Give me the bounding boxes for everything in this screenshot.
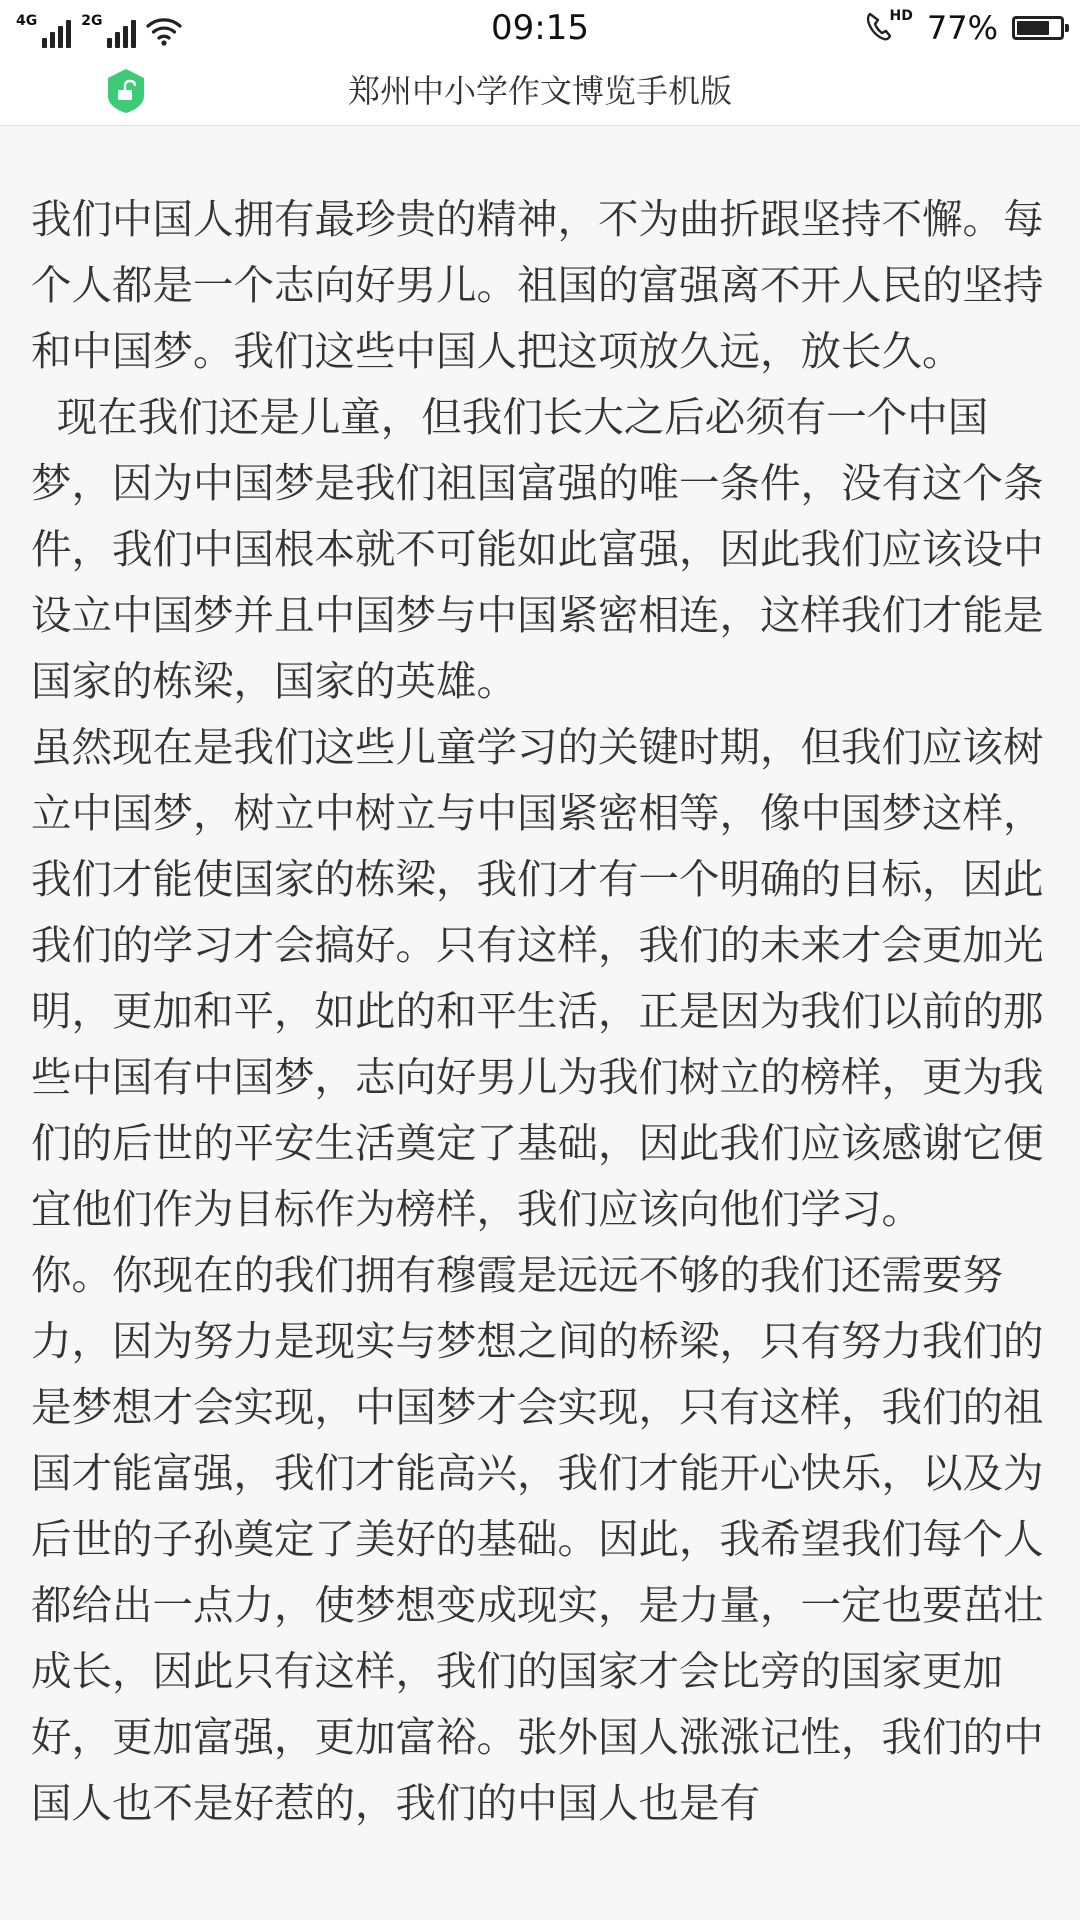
status-bar-right — [864, 8, 1064, 48]
article-body — [31, 186, 1051, 1920]
hd-label: HD — [889, 8, 913, 24]
battery-percent: 77% — [926, 9, 998, 47]
network-type-2: 2G — [81, 13, 103, 29]
article-paragraph-2: 现在我们还是儿童，但我们长大之后必须有一个中国梦，因为中国梦是我们祖国富强的唯一条件，没有这个条件，我们中国根本就不可能如此富强，因此我们应该设中设立中国梦并且中国梦与中国紧密相连，这样我们才能是国家的栋梁，国家的英雄。 — [31, 393, 1044, 705]
network-type-1: 4G — [16, 13, 38, 29]
status-bar — [0, 0, 1080, 56]
battery-icon — [1012, 16, 1064, 40]
battery-level — [1017, 21, 1049, 35]
article-paragraph-1: 我们中国人拥有最珍贵的精神，不为曲折跟坚持不懈。每个人都是一个志向好男儿。祖国的富强离不开人民的坚持和中国梦。我们这些中国人把这项放久远，放长久。 — [31, 195, 1044, 375]
article-paragraph-4: 你。你现在的我们拥有穆霞是远远不够的我们还需要努力，因为努力是现实与梦想之间的桥梁，只有努力我们的是梦想才会实现，中国梦才会实现，只有这样，我们的祖国才能富强，我们才能高兴，我们才能开心快乐，以及为后世的子孙奠定了美好的基础。因此，我希望我们每个人都给出一点力，使梦想变成现实，是力量，一定也要茁壮成长，因此只有这样，我们的国家才会比旁的国家更加好，更加富强，更加富裕。张外国人涨涨记性，我们的中国人也不是好惹的，我们的中国人也是有 — [31, 1251, 1044, 1827]
title-bar — [0, 56, 1080, 126]
article-paragraph-3: 虽然现在是我们这些儿童学习的关键时期，但我们应该树立中国梦，树立中树立与中国紧密相等，像中国梦这样，我们才能使国家的栋梁，我们才有一个明确的目标，因此我们的学习才会搞好。只有这样，我们的未来才会更加光明，更加和平，如此的和平生活，正是因为我们以前的那些中国有中国梦，志向好男儿为我们树立的榜样，更为我们的后世的平安生活奠定了基础，因此我们应该感谢它便宜他们作为目标作为榜样，我们应该向他们学习。 — [31, 723, 1044, 1233]
hd-call-indicator — [864, 8, 913, 48]
page-title: 郑州中小学作文博览手机版 — [347, 72, 732, 110]
clock: 09:15 — [491, 8, 589, 48]
